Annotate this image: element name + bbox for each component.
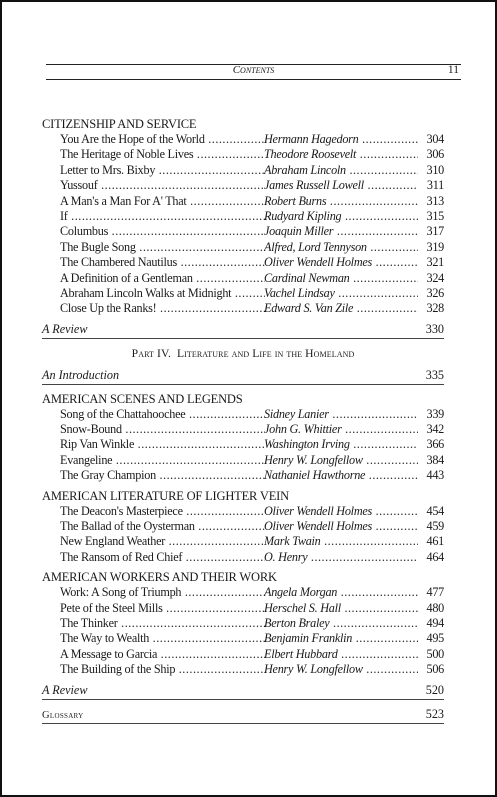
toc-entry (42, 194, 444, 209)
toc-entry (42, 437, 444, 452)
toc-entry (42, 163, 444, 178)
entry-title: The Way to Wealth ..... (60, 631, 265, 646)
entry-author: Cardinal Newman ..... (264, 271, 430, 286)
toc-entry (42, 224, 444, 239)
entry-author: Oliver Wendell Holmes ..... (264, 255, 430, 270)
entry-author: James Russell Lowell ..... (264, 178, 430, 193)
entry-title: Abraham Lincoln Walks at Midnight ..... (60, 286, 265, 301)
entry-title: The Bugle Song ..... (60, 240, 265, 255)
toc-glossary-line (42, 706, 444, 724)
entry-title: The Building of the Ship ..... (60, 662, 265, 677)
running-header (46, 64, 461, 80)
part-number: Part IV. (131, 346, 171, 360)
review-label: A Review (42, 321, 88, 336)
entry-title: Evangeline ..... (60, 453, 265, 468)
toc-entry (42, 240, 444, 255)
toc-entry (42, 132, 444, 147)
entry-author: Vachel Lindsay ..... (264, 286, 430, 301)
entry-title: The Ballad of the Oysterman ..... (60, 519, 265, 534)
entry-title: Letter to Mrs. Bixby ..... (60, 163, 265, 178)
toc-group (42, 407, 444, 484)
section-heading: AMERICAN LITERATURE OF LIGHTER VEIN (42, 488, 289, 503)
toc-entry (42, 178, 444, 193)
entry-page: 313 (418, 194, 444, 209)
entry-author: Sidney Lanier ..... (264, 407, 430, 422)
section-heading: AMERICAN SCENES AND LEGENDS (42, 391, 243, 406)
entry-author: Mark Twain ..... (264, 534, 430, 549)
toc-review-line (42, 682, 444, 700)
entry-author: Robert Burns ..... (264, 194, 430, 209)
toc-entry (42, 631, 444, 646)
entry-page: 324 (418, 271, 444, 286)
entry-page: 459 (418, 519, 444, 534)
toc-entry (42, 616, 444, 631)
entry-page: 304 (418, 132, 444, 147)
entry-title: Columbus ..... (60, 224, 265, 239)
toc-entry (42, 468, 444, 483)
toc-entry (42, 550, 444, 565)
entry-page: 461 (418, 534, 444, 549)
entry-page: 311 (418, 178, 444, 193)
toc-group (42, 585, 444, 677)
entry-title: A Man's a Man For A' That ..... (60, 194, 265, 209)
review-label: A Review (42, 682, 88, 697)
entry-page: 315 (418, 209, 444, 224)
entry-title: The Chambered Nautilus ..... (60, 255, 265, 270)
entry-author: Edward S. Van Zile ..... (264, 301, 430, 316)
entry-author: Angela Morgan ..... (264, 585, 430, 600)
toc-entry (42, 504, 444, 519)
entry-title: If ..... (60, 209, 265, 224)
entry-page: 366 (418, 437, 444, 452)
entry-title: Rip Van Winkle ..... (60, 437, 265, 452)
entry-title: Song of the Chattahoochee ..... (60, 407, 265, 422)
entry-page: 477 (418, 585, 444, 600)
toc-entry (42, 453, 444, 468)
page-number: 11 (447, 64, 459, 76)
glossary-page: 523 (425, 706, 444, 721)
entry-author: Alfred, Lord Tennyson ..... (264, 240, 430, 255)
entry-author: Hermann Hagedorn ..... (264, 132, 430, 147)
entry-page: 494 (418, 616, 444, 631)
toc-review-line (42, 321, 444, 339)
toc-entry (42, 407, 444, 422)
toc-entry (42, 271, 444, 286)
entry-title: The Gray Champion ..... (60, 468, 265, 483)
part-heading (42, 345, 444, 363)
entry-page: 506 (418, 662, 444, 677)
entry-author: Joaquin Miller ..... (264, 224, 430, 239)
entry-page: 480 (418, 601, 444, 616)
entry-page: 384 (418, 453, 444, 468)
entry-title: Close Up the Ranks! ..... (60, 301, 265, 316)
toc-entry (42, 534, 444, 549)
entry-title: Snow-Bound ..... (60, 422, 265, 437)
entry-author: Nathaniel Hawthorne ..... (264, 468, 430, 483)
table-of-contents (42, 116, 444, 730)
toc-entry (42, 585, 444, 600)
entry-page: 495 (418, 631, 444, 646)
entry-author: Henry W. Longfellow ..... (264, 453, 430, 468)
entry-title: Pete of the Steel Mills ..... (60, 601, 265, 616)
entry-author: Berton Braley ..... (264, 616, 430, 631)
entry-title: Yussouf ..... (60, 178, 265, 193)
entry-title: The Heritage of Noble Lives ..... (60, 147, 265, 162)
toc-entry (42, 255, 444, 270)
entry-page: 342 (418, 422, 444, 437)
entry-author: Theodore Roosevelt ..... (264, 147, 430, 162)
toc-entry (42, 519, 444, 534)
review-page: 330 (425, 321, 444, 336)
entry-author: Abraham Lincoln ..... (264, 163, 430, 178)
entry-title: A Definition of a Gentleman ..... (60, 271, 265, 286)
entry-page: 317 (418, 224, 444, 239)
entry-author: Rudyard Kipling ..... (264, 209, 430, 224)
entry-title: The Deacon's Masterpiece ..... (60, 504, 265, 519)
entry-page: 306 (418, 147, 444, 162)
toc-entry (42, 209, 444, 224)
toc-entry (42, 601, 444, 616)
part-title: Literature and Life in the Homeland (176, 346, 355, 360)
toc-introduction-line (42, 367, 444, 385)
entry-author: Henry W. Longfellow ..... (264, 662, 430, 677)
entry-page: 319 (418, 240, 444, 255)
section-heading: AMERICAN WORKERS AND THEIR WORK (42, 570, 277, 585)
toc-entry (42, 301, 444, 316)
running-header-title: Contents (232, 64, 275, 76)
entry-title: The Ransom of Red Chief ..... (60, 550, 265, 565)
entry-author: Oliver Wendell Holmes ..... (264, 519, 430, 534)
introduction-label: An Introduction (42, 367, 120, 382)
toc-entry (42, 286, 444, 301)
entry-author: Washington Irving ..... (264, 437, 430, 452)
entry-author: Oliver Wendell Holmes ..... (264, 504, 430, 519)
entry-author: Benjamin Franklin ..... (264, 631, 430, 646)
toc-entry (42, 647, 444, 662)
entry-page: 310 (418, 163, 444, 178)
toc-group (42, 504, 444, 566)
toc-entry (42, 147, 444, 162)
entry-page: 464 (418, 550, 444, 565)
entry-page: 339 (418, 407, 444, 422)
introduction-page: 335 (425, 367, 444, 382)
section-heading: CITIZENSHIP AND SERVICE (42, 117, 197, 131)
entry-title: A Message to Garcia ..... (60, 647, 265, 662)
toc-group (42, 132, 444, 317)
toc-entry (42, 662, 444, 677)
entry-author: Elbert Hubbard ..... (264, 647, 430, 662)
entry-author: Herschel S. Hall ..... (264, 601, 430, 616)
entry-page: 328 (418, 301, 444, 316)
entry-title: You Are the Hope of the World ..... (60, 132, 265, 147)
entry-author: O. Henry ..... (264, 550, 430, 565)
entry-title: Work: A Song of Triumph ..... (60, 585, 265, 600)
review-page: 520 (425, 682, 444, 697)
entry-title: New England Weather ..... (60, 534, 265, 549)
entry-page: 454 (418, 504, 444, 519)
entry-page: 443 (418, 468, 444, 483)
entry-author: John G. Whittier ..... (264, 422, 430, 437)
toc-entry (42, 422, 444, 437)
entry-page: 321 (418, 255, 444, 270)
entry-title: The Thinker ..... (60, 616, 265, 631)
entry-page: 500 (418, 647, 444, 662)
entry-page: 326 (418, 286, 444, 301)
glossary-label: Glossary (42, 709, 84, 721)
